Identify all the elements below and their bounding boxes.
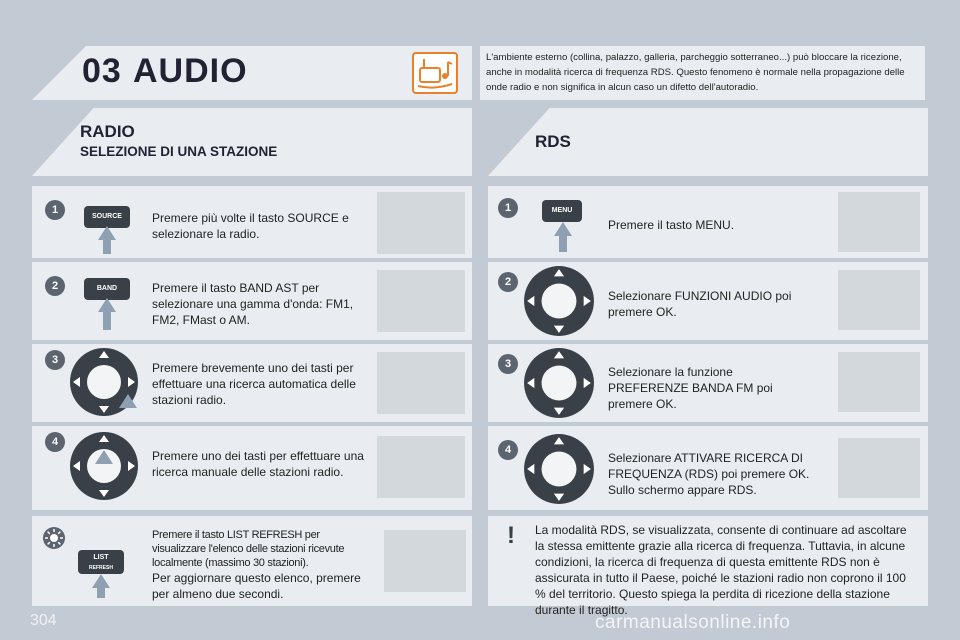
step-text: Premere il tasto MENU. — [608, 218, 735, 232]
step-number: 3 — [45, 350, 65, 370]
radio-unit-thumbnail — [384, 530, 466, 592]
press-arrow-stem — [559, 236, 567, 252]
navigation-dial-icon — [522, 346, 596, 420]
rds-warning — [488, 516, 928, 617]
radio-step-1 — [32, 186, 472, 258]
rds-step-1 — [488, 186, 928, 258]
step-text: Premere brevemente uno dei tasti per effettuare una ricerca automatica delle stazioni radio. — [152, 361, 356, 407]
tip-text-2: Per aggiornare questo elenco, premere per almeno due secondi. — [152, 571, 361, 601]
radio-unit-thumbnail — [838, 352, 920, 412]
press-arrow-icon — [119, 394, 137, 408]
step-number: 2 — [498, 272, 518, 292]
step-text: Selezionare FUNZIONI AUDIO poi premere OK. — [608, 289, 792, 319]
step-number: 1 — [45, 200, 65, 220]
navigation-dial-icon — [522, 264, 596, 338]
tip-text: Premere il tasto LIST REFRESH per visualizzare l'elenco delle stazioni ricevute localmente (massimo 30 stazioni). — [152, 529, 345, 569]
source-key-icon: SOURCE — [84, 206, 130, 228]
navigation-dial-icon — [68, 430, 140, 502]
refresh-key-label: REFRESH — [89, 565, 113, 571]
step-number: 4 — [45, 432, 65, 452]
press-arrow-icon — [92, 574, 110, 588]
press-arrow-icon — [98, 298, 116, 312]
rds-heading: RDS — [535, 132, 571, 151]
navigation-dial-icon — [522, 432, 596, 506]
step-text: Premere più volte il tasto SOURCE e selezionare la radio. — [152, 211, 349, 241]
rds-step-4 — [488, 426, 928, 510]
step-number: 4 — [498, 440, 518, 460]
radio-step-3 — [32, 344, 472, 422]
press-arrow-stem — [103, 312, 111, 330]
radio-unit-thumbnail — [838, 192, 920, 252]
rds-step-2 — [488, 262, 928, 340]
chapter-number: 03 — [82, 52, 122, 90]
band-key-icon: BAND — [84, 278, 130, 300]
radio-unit-thumbnail — [377, 192, 465, 254]
step-number: 3 — [498, 354, 518, 374]
press-arrow-stem — [97, 588, 105, 598]
list-refresh-tip — [32, 516, 472, 606]
radio-unit-thumbnail — [377, 436, 465, 498]
audio-music-icon — [412, 52, 458, 94]
radio-unit-thumbnail — [377, 352, 465, 414]
menu-key-icon: MENU — [542, 200, 582, 222]
reception-note: L'ambiente esterno (collina, palazzo, galleria, parcheggio sotterraneo...) può bloccare la ricezione, anche in modalità ricerca di frequenza RDS. Questo fenomeno è normale nella propagazione delle onde radio e non significa in alcun caso un difetto dell'autoradio. — [480, 46, 925, 100]
press-arrow-icon — [554, 222, 572, 236]
radio-step-2 — [32, 262, 472, 340]
step-text: Premere il tasto BAND AST per selezionare una gamma d'onda: FM1, FM2, FMast o AM. — [152, 281, 354, 327]
press-arrow-stem — [103, 240, 111, 254]
radio-unit-thumbnail — [838, 438, 920, 498]
step-number: 2 — [45, 276, 65, 296]
step-number: 1 — [498, 198, 518, 218]
radio-step-4 — [32, 426, 472, 510]
step-text: Selezionare ATTIVARE RICERCA DI FREQUENZA (RDS) poi premere OK. Sullo schermo appare RDS. — [608, 451, 810, 497]
rds-step-3 — [488, 344, 928, 422]
warning-icon: ! — [507, 522, 515, 549]
step-text: Selezionare la funzione PREFERENZE BANDA FM poi premere OK. — [608, 365, 773, 411]
warning-text: La modalità RDS, se visualizzata, consente di continuare ad ascoltare la stessa emittente grazie alla ricerca di frequenza. Tuttavia, in alcune condizioni, la ricerca di frequenza di questa emittente RDS non è assicurata in tutto il Paese, poiché le stazioni radio non coprono il 100 % del territorio. Questo spiega la perdita di ricezione della stazione durante il tragitto. — [535, 523, 907, 617]
radio-section-header — [32, 108, 472, 176]
step-text: Premere uno dei tasti per effettuare una ricerca manuale delle stazioni radio. — [152, 449, 364, 479]
watermark: carmanualsonline.info — [595, 612, 791, 633]
page-title: AUDIO — [133, 52, 248, 90]
radio-heading: RADIO — [80, 122, 135, 141]
press-arrow-icon — [98, 226, 116, 240]
list-refresh-key-icon — [78, 550, 124, 574]
radio-subheading: SELEZIONE DI UNA STAZIONE — [80, 144, 278, 159]
list-key-label: LIST — [93, 554, 109, 561]
page-number: 304 — [30, 612, 57, 629]
tip-bulb-icon — [42, 526, 66, 550]
press-arrow-icon — [95, 450, 113, 464]
radio-unit-thumbnail — [838, 270, 920, 330]
header-corner — [32, 46, 86, 100]
radio-unit-thumbnail — [377, 270, 465, 332]
